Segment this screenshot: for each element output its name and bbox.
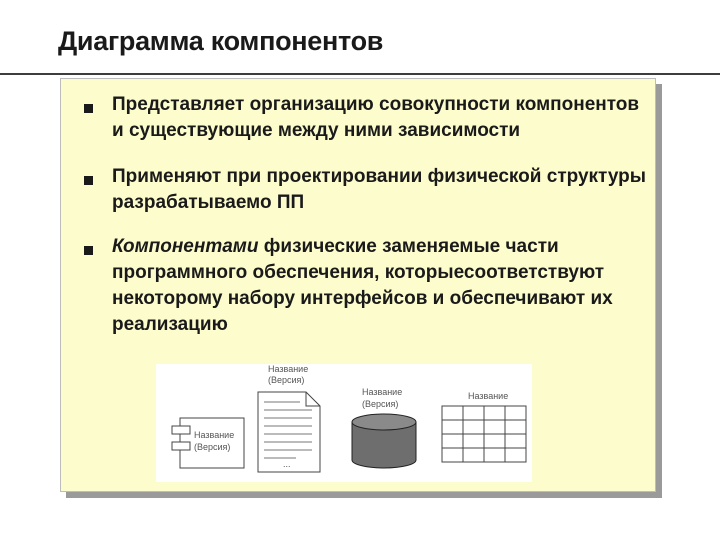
bullet-marker xyxy=(84,246,93,255)
document-version-label: (Версия) xyxy=(268,375,305,385)
bullet-line: Представляет организацию совокупности компонентов xyxy=(112,94,640,115)
bullet-line: некоторому набору интерфейсов и обеспечивают их xyxy=(112,288,613,309)
bullet-line: разрабатываемо ПП xyxy=(112,192,305,213)
bullet-line: и существующие между ними зависимости xyxy=(112,120,521,141)
bullet-marker xyxy=(84,104,93,113)
component-notation-figure xyxy=(156,364,532,482)
bullet-text xyxy=(112,234,668,338)
database-version-label: (Версия) xyxy=(362,399,399,409)
bullet-line: программного обеспечения, которыесоответствуют xyxy=(112,262,605,283)
table-name-label: Название xyxy=(468,391,509,401)
component-name-label: Название xyxy=(194,430,235,440)
document-ellipsis: ... xyxy=(283,459,291,469)
bullet-line-rest: физические заменяемые части xyxy=(258,236,559,257)
component-symbol xyxy=(172,418,244,468)
bullet-line: Применяют при проектировании физической структуры xyxy=(112,166,646,187)
database-name-label: Название xyxy=(362,387,403,397)
bullet-text xyxy=(112,164,668,216)
bullet-line: реализацию xyxy=(112,314,228,335)
table-symbol xyxy=(442,391,526,462)
document-symbol xyxy=(258,364,320,472)
page-title: Диаграмма компонентов xyxy=(58,26,384,56)
term-emphasis: Компонентами xyxy=(112,236,259,257)
database-symbol xyxy=(352,387,416,468)
document-name-label: Название xyxy=(268,364,309,374)
bullet-marker xyxy=(84,176,93,185)
bullet-line xyxy=(112,234,668,260)
bullet-text xyxy=(112,92,668,144)
component-version-label: (Версия) xyxy=(194,442,231,452)
title-divider xyxy=(0,73,720,75)
